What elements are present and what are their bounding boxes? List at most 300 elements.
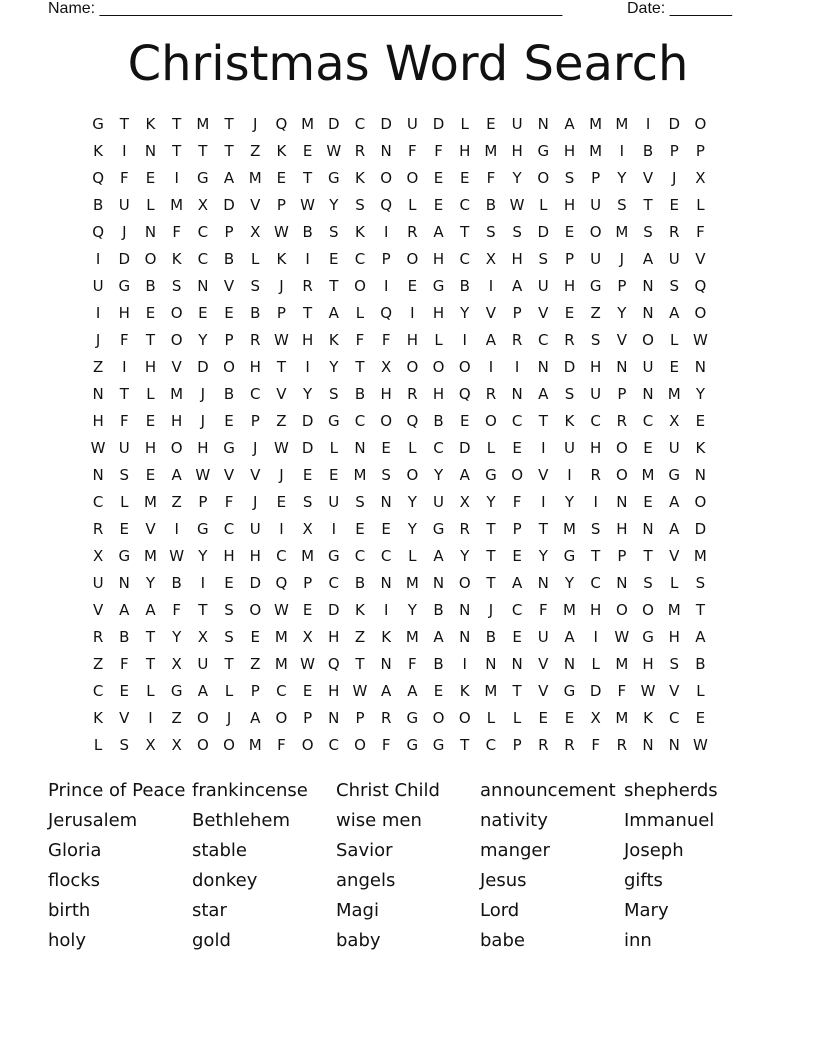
grid-letter: M (143, 493, 157, 511)
grid-letter: O (589, 223, 602, 241)
grid-letter: U (642, 358, 654, 376)
grid-letter: M (641, 466, 655, 484)
grid-letter: X (459, 493, 470, 511)
grid-row (85, 573, 714, 600)
grid-letter: K (355, 169, 365, 187)
grid-letter: U (590, 385, 602, 403)
grid-letter: S (695, 574, 706, 592)
grid-letter: H (642, 655, 654, 673)
grid-letter: B (302, 223, 313, 241)
grid-letter: P (564, 250, 574, 268)
grid-letter: W (273, 223, 289, 241)
grid-letter: C (249, 385, 261, 403)
grid-letter: T (538, 412, 548, 430)
grid-letter: O (458, 574, 471, 592)
grid-letter: O (406, 466, 419, 484)
grid-letter: E (564, 304, 575, 322)
grid-letter: O (406, 169, 419, 187)
grid-letter: C (433, 439, 444, 457)
grid-letter: O (170, 439, 183, 457)
word-list-item: Savior (336, 840, 393, 861)
grid-letter: V (250, 466, 261, 484)
grid-letter: O (196, 709, 209, 727)
grid-letter: C (380, 547, 392, 565)
grid-letter: Y (460, 547, 470, 565)
grid-letter: T (119, 385, 129, 403)
grid-row (85, 681, 714, 708)
grid-letter: J (200, 385, 206, 403)
word-list-item: gold (192, 930, 231, 951)
grid-letter: G (327, 547, 340, 565)
grid-letter: L (146, 385, 155, 403)
grid-letter: V (538, 304, 549, 322)
grid-letter: T (355, 655, 365, 673)
grid-letter: G (589, 277, 602, 295)
grid-letter: N (511, 385, 523, 403)
grid-letter: V (669, 682, 680, 700)
grid-letter: V (250, 196, 261, 214)
grid-letter: L (93, 736, 103, 754)
grid-letter: M (170, 385, 184, 403)
grid-letter: I (331, 520, 336, 538)
grid-letter: H (118, 304, 130, 322)
grid-letter: O (432, 709, 445, 727)
word-list-item: holy (48, 930, 87, 951)
grid-letter: E (198, 304, 208, 322)
word-list-item: announcement (480, 780, 616, 801)
grid-letter: Q (694, 277, 707, 295)
word-list-item: Lord (480, 900, 520, 921)
grid-letter: H (328, 682, 340, 700)
grid-letter: M (667, 385, 681, 403)
grid-letter: V (538, 655, 549, 673)
grid-letter: T (276, 358, 286, 376)
grid-letter: A (407, 682, 418, 700)
grid-letter: A (695, 628, 706, 646)
grid-letter: X (171, 655, 182, 673)
grid-letter: M (615, 115, 629, 133)
grid-letter: O (223, 358, 235, 376)
grid-letter: F (486, 169, 496, 187)
grid-letter: C (92, 493, 104, 511)
grid-letter: S (355, 196, 365, 214)
grid-letter: C (92, 682, 104, 700)
grid-letter: S (329, 385, 339, 403)
grid-letter: X (145, 736, 156, 754)
grid-letter: P (669, 142, 679, 160)
word-list-item: inn (624, 930, 652, 951)
grid-letter: M (248, 169, 262, 187)
grid-row (85, 384, 714, 411)
grid-letter: M (484, 142, 498, 160)
grid-letter: I (488, 277, 494, 295)
grid-letter: C (328, 574, 340, 592)
grid-letter: E (145, 304, 156, 322)
grid-letter: V (485, 304, 497, 322)
grid-letter: F (512, 493, 522, 511)
grid-letter: T (145, 628, 156, 646)
grid-letter: U (406, 115, 418, 133)
word-list (48, 778, 768, 958)
grid-letter: O (694, 115, 707, 133)
grid-letter: R (564, 331, 575, 349)
grid-letter: S (224, 601, 234, 619)
grid-letter: K (355, 601, 365, 619)
grid-letter: K (695, 439, 706, 457)
grid-letter: V (616, 331, 627, 349)
grid-letter: I (488, 358, 494, 376)
grid-letter: I (174, 520, 179, 538)
word-list-item: babe (480, 930, 525, 951)
grid-letter: T (303, 304, 313, 322)
grid-letter: C (276, 547, 287, 565)
grid-letter: F (538, 601, 548, 619)
grid-letter: M (562, 601, 576, 619)
grid-letter: N (459, 601, 471, 619)
grid-letter: D (328, 601, 340, 619)
grid-letter: S (564, 169, 575, 187)
grid-letter: V (669, 547, 680, 565)
grid-letter: N (118, 574, 130, 592)
grid-letter: T (172, 142, 182, 160)
grid-letter: K (328, 331, 339, 349)
grid-letter: U (118, 439, 130, 457)
grid-letter: F (408, 142, 417, 160)
grid-row (85, 357, 714, 384)
grid-letter: D (118, 250, 131, 268)
grid-row (85, 303, 714, 330)
grid-letter: X (669, 412, 680, 430)
grid-letter: E (119, 520, 130, 538)
grid-letter: X (197, 628, 208, 646)
grid-letter: A (171, 466, 182, 484)
grid-letter: I (148, 709, 153, 727)
grid-letter: O (694, 493, 707, 511)
grid-letter: O (694, 304, 707, 322)
grid-letter: S (355, 493, 365, 511)
grid-letter: C (590, 574, 601, 592)
grid-letter: Y (538, 547, 548, 565)
grid-letter: Q (380, 196, 393, 214)
grid-letter: P (250, 412, 260, 430)
grid-letter: U (590, 196, 602, 214)
grid-letter: M (248, 736, 262, 754)
grid-letter: H (616, 520, 628, 538)
grid-letter: O (615, 466, 628, 484)
grid-letter: A (459, 466, 470, 484)
grid-letter: N (668, 736, 680, 754)
grid-row (85, 249, 714, 276)
grid-letter: H (171, 412, 183, 430)
grid-letter: H (406, 331, 418, 349)
grid-letter: E (224, 574, 234, 592)
grid-letter: Z (276, 412, 287, 430)
grid-letter: F (119, 169, 129, 187)
grid-letter: F (696, 223, 705, 241)
grid-letter: G (432, 736, 445, 754)
grid-letter: P (512, 736, 522, 754)
grid-letter: O (301, 736, 314, 754)
grid-letter: O (642, 601, 654, 619)
grid-letter: P (695, 142, 705, 160)
grid-letter: Y (486, 493, 496, 511)
grid-letter: N (616, 358, 628, 376)
grid-letter: E (564, 709, 575, 727)
grid-letter: O (458, 358, 471, 376)
grid-letter: H (459, 142, 471, 160)
grid-letter: E (512, 547, 522, 565)
grid-letter: O (249, 601, 262, 619)
grid-letter: B (485, 628, 497, 646)
grid-row (85, 195, 714, 222)
grid-letter: X (302, 520, 313, 538)
grid-letter: N (642, 385, 654, 403)
grid-letter: H (590, 439, 602, 457)
grid-letter: N (642, 736, 654, 754)
grid-letter: X (381, 358, 392, 376)
grid-letter: E (512, 439, 522, 457)
grid-letter: A (669, 304, 680, 322)
grid-letter: C (197, 223, 209, 241)
grid-letter: S (486, 223, 496, 241)
grid-letter: S (119, 736, 130, 754)
grid-letter: R (407, 385, 418, 403)
grid-letter: T (329, 277, 339, 295)
grid-letter: H (668, 628, 680, 646)
grid-letter: G (537, 142, 550, 160)
word-list-item: nativity (480, 810, 548, 831)
grid-letter: M (615, 223, 629, 241)
grid-letter: G (432, 520, 445, 538)
grid-letter: E (276, 493, 287, 511)
grid-letter: T (591, 547, 601, 565)
word-list-item: Gloria (48, 840, 102, 861)
grid-letter: I (200, 574, 206, 592)
grid-letter: A (250, 709, 261, 727)
grid-letter: E (669, 358, 679, 376)
grid-letter: I (619, 142, 625, 160)
grid-letter: X (197, 196, 208, 214)
grid-letter: T (695, 601, 705, 619)
grid-letter: R (485, 385, 497, 403)
grid-letter: I (567, 466, 572, 484)
grid-letter: L (486, 709, 496, 727)
grid-letter: F (119, 331, 129, 349)
grid-letter: H (197, 439, 209, 457)
grid-letter: Z (250, 655, 261, 673)
grid-letter: E (355, 520, 365, 538)
grid-letter: Y (407, 520, 417, 538)
grid-letter: S (643, 223, 653, 241)
grid-letter: E (250, 628, 260, 646)
grid-letter: M (170, 196, 184, 214)
grid-letter: D (301, 412, 314, 430)
grid-letter: N (197, 277, 209, 295)
grid-letter: W (169, 547, 185, 565)
grid-letter: Y (198, 331, 208, 349)
grid-letter: C (590, 412, 601, 430)
grid-letter: H (249, 358, 261, 376)
grid-letter: C (354, 115, 366, 133)
grid-letter: Z (171, 709, 182, 727)
grid-letter: B (433, 601, 444, 619)
grid-letter: L (591, 655, 600, 673)
grid-letter: E (512, 628, 522, 646)
grid-letter: S (643, 574, 653, 592)
grid-letter: E (329, 466, 339, 484)
grid-letter: T (224, 115, 234, 133)
grid-letter: P (617, 385, 627, 403)
grid-letter: C (511, 601, 523, 619)
grid-letter: B (223, 385, 235, 403)
grid-letter: F (381, 736, 391, 754)
grid-letter: Y (564, 493, 575, 511)
grid-letter: O (432, 358, 445, 376)
grid-letter: F (172, 223, 181, 241)
grid-letter: T (355, 358, 365, 376)
grid-letter: F (381, 331, 391, 349)
grid-letter: U (668, 439, 680, 457)
grid-letter: I (305, 358, 310, 376)
grid-letter: G (563, 547, 576, 565)
grid-letter: B (223, 250, 235, 268)
grid-letter: N (92, 385, 104, 403)
name-field-label: Name: ____________________________________________________ (48, 0, 563, 17)
grid-letter: M (615, 655, 629, 673)
grid-letter: K (381, 628, 392, 646)
grid-letter: F (224, 493, 234, 511)
grid-letter: E (381, 439, 391, 457)
grid-letter: P (381, 250, 391, 268)
grid-letter: A (564, 115, 575, 133)
grid-letter: V (276, 385, 287, 403)
grid-letter: I (541, 439, 546, 457)
grid-letter: D (589, 682, 602, 700)
grid-letter: U (249, 520, 261, 538)
grid-letter: G (118, 277, 131, 295)
grid-letter: B (433, 412, 444, 430)
grid-letter: D (328, 115, 340, 133)
grid-letter: E (145, 169, 156, 187)
grid-letter: S (564, 385, 575, 403)
grid-letter: L (408, 196, 417, 214)
grid-letter: Y (198, 547, 208, 565)
grid-letter: J (279, 466, 284, 484)
grid-letter: D (458, 439, 471, 457)
grid-letter: T (643, 196, 653, 214)
grid-letter: K (93, 709, 104, 727)
grid-letter: U (197, 655, 209, 673)
grid-letter: L (146, 196, 155, 214)
grid-letter: I (95, 304, 101, 322)
grid-letter: O (458, 709, 471, 727)
grid-letter: D (537, 223, 550, 241)
grid-letter: K (93, 142, 104, 160)
grid-letter: Q (92, 223, 104, 241)
grid-letter: E (145, 412, 156, 430)
grid-letter: R (616, 412, 628, 430)
grid-letter: D (668, 115, 680, 133)
grid-letter: E (276, 169, 287, 187)
grid-letter: E (459, 169, 470, 187)
grid-letter: I (305, 250, 310, 268)
grid-letter: Q (327, 655, 340, 673)
grid-letter: O (485, 412, 497, 430)
grid-letter: W (300, 196, 316, 214)
grid-letter: I (383, 223, 389, 241)
grid-letter: A (538, 385, 549, 403)
grid-letter: M (301, 547, 315, 565)
grid-letter: Y (433, 466, 444, 484)
word-list-item: gifts (624, 870, 663, 891)
grid-letter: N (694, 358, 707, 376)
grid-letter: I (541, 493, 546, 511)
grid-letter: P (512, 520, 522, 538)
grid-row (85, 168, 714, 195)
grid-letter: M (589, 115, 603, 133)
word-list-item: manger (480, 840, 550, 861)
grid-letter: P (617, 547, 627, 565)
grid-letter: T (145, 331, 156, 349)
grid-letter: E (407, 277, 418, 295)
grid-letter: O (144, 250, 157, 268)
grid-letter: Q (458, 385, 471, 403)
grid-letter: T (198, 142, 208, 160)
grid-letter: J (200, 412, 206, 430)
grid-letter: Z (92, 358, 104, 376)
grid-letter: J (488, 601, 494, 619)
grid-letter: W (692, 736, 708, 754)
word-list-item: star (192, 900, 227, 921)
grid-letter: O (196, 736, 209, 754)
grid-letter: R (92, 628, 104, 646)
grid-letter: U (433, 493, 445, 511)
grid-letter: Z (171, 493, 182, 511)
grid-letter: M (196, 115, 210, 133)
grid-letter: V (642, 169, 654, 187)
grid-letter: B (433, 655, 444, 673)
grid-letter: U (92, 277, 104, 295)
grid-letter: H (92, 412, 104, 430)
grid-letter: O (380, 169, 393, 187)
grid-letter: X (250, 223, 261, 241)
grid-letter: W (614, 628, 630, 646)
grid-letter: E (643, 439, 653, 457)
grid-letter: G (118, 547, 131, 565)
grid-letter: L (408, 547, 417, 565)
grid-letter: G (197, 520, 209, 538)
grid-letter: L (355, 304, 365, 322)
grid-letter: K (145, 115, 156, 133)
grid-letter: X (302, 628, 313, 646)
grid-letter: X (485, 250, 497, 268)
grid-letter: A (511, 277, 523, 295)
grid-letter: D (197, 358, 209, 376)
grid-letter: M (562, 520, 576, 538)
grid-letter: R (538, 736, 549, 754)
grid-row (85, 465, 714, 492)
grid-letter: I (462, 655, 467, 673)
grid-letter: T (486, 547, 496, 565)
grid-letter: P (591, 169, 601, 187)
grid-letter: S (669, 655, 679, 673)
grid-letter: B (354, 385, 366, 403)
grid-letter: N (380, 493, 392, 511)
grid-letter: I (122, 142, 127, 160)
grid-row (85, 654, 714, 681)
grid-letter: I (383, 277, 389, 295)
grid-letter: M (615, 709, 629, 727)
